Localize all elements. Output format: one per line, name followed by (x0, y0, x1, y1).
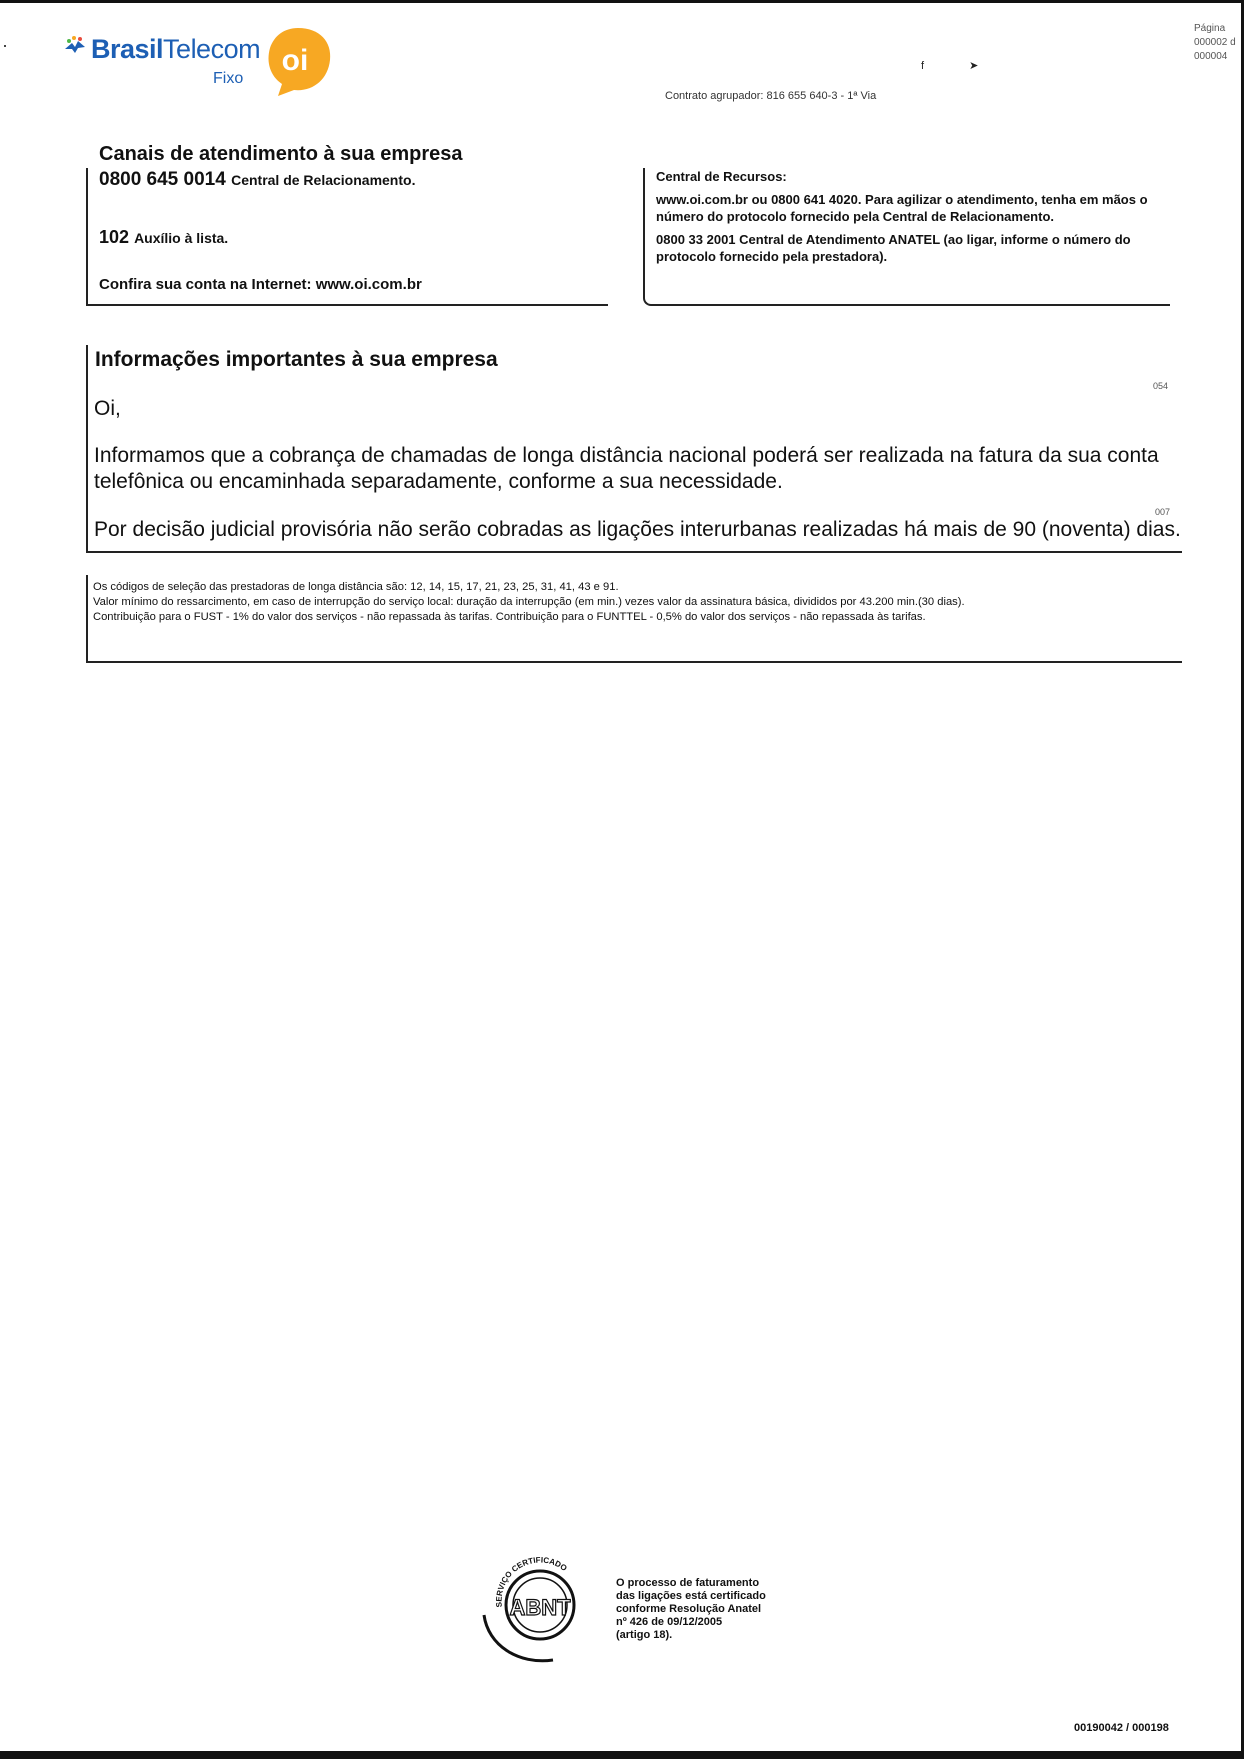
recursos-section (656, 168, 1166, 271)
abnt-seal-icon (478, 1545, 598, 1670)
main-phone-number: 0800 645 0014 (99, 169, 226, 190)
seal-caption (616, 1577, 766, 1642)
main-phone-label: Central de Relacionamento. (231, 172, 416, 188)
info-greeting: Oi, (94, 397, 121, 420)
info-paragraph-1: Informamos que a cobrança de chamadas de longa distância nacional poderá ser realizada na fatura da sua conta telefônica ou encaminhada separadamente, conforme a sua necessidade. (94, 444, 1159, 493)
seal-line-5: (artigo 18). (616, 1629, 673, 1641)
info-title: Informações importantes à sua empresa (95, 348, 498, 371)
brasil-telecom-bird-icon (62, 35, 88, 61)
recursos-line-1: www.oi.com.br ou 0800 641 4020. Para agilizar o atendimento, tenha em mãos o número do protocolo fornecido pela Central de Relacionamento. (656, 192, 1148, 224)
recursos-title: Central de Recursos: (656, 169, 787, 184)
internet-link: Confira sua conta na Internet: www.oi.com.br (99, 276, 422, 293)
recursos-line-2: 0800 33 2001 Central de Atendimento ANATEL (ao ligar, informe o número do protocolo fornecido pela prestadora). (656, 232, 1131, 264)
brand-name (62, 34, 260, 65)
arrow-mark-icon: ➤ (969, 60, 979, 72)
info-code-a: 054 (1153, 381, 1169, 391)
page-bottom-border (0, 1751, 1244, 1759)
brasil-telecom-logo (62, 26, 342, 98)
note-line-3: Contribuição para o FUST - 1% do valor dos serviços - não repassada às tarifas. Contribuição para o FUNTTEL - 0,5% do valor dos serviços - não repassada às tarifas. (93, 611, 926, 623)
seal-line-3: conforme Resolução Anatel (616, 1603, 762, 1615)
seal-line-4: nº 426 de 09/12/2005 (616, 1616, 723, 1628)
oi-logo-text: oi (281, 44, 309, 77)
note-line-1: Os códigos de seleção das prestadoras de longa distância são: 12, 14, 15, 17, 21, 23, 25, 31, 41, 43 e 91. (93, 581, 619, 593)
page-line-3: 000004 (1194, 51, 1228, 62)
contract-number: Contrato agrupador: 816 655 640-3 - 1ª Via (665, 90, 877, 102)
seal-mark: ABNT (509, 1595, 571, 1620)
scan-dot (4, 45, 6, 47)
scan-marks (921, 59, 978, 72)
footer-code: 00190042 / 000198 (1074, 1722, 1169, 1734)
brand-bold: Brasil (91, 34, 164, 64)
seal-ring-text: SERVIÇO CERTIFICADO (494, 1555, 569, 1608)
page-top-border (0, 0, 1244, 3)
page-label: Página (1194, 23, 1226, 34)
main-phone (99, 169, 415, 191)
info-code-b: 007 (1155, 507, 1171, 517)
aux-phone (99, 227, 228, 248)
oi-logo (264, 26, 334, 98)
page-number-info (1194, 22, 1236, 64)
seal-line-2: das ligações está certificado (616, 1590, 766, 1602)
notes-section (93, 580, 1175, 625)
brand-subtitle: Fixo (213, 70, 244, 87)
aux-phone-label: Auxílio à lista. (134, 230, 229, 246)
note-line-2: Valor mínimo do ressarcimento, em caso de interrupção do serviço local: duração da interrupção (em min.) vezes valor da assinatura básica, divididos por 43.200 min.(30 dias). (93, 596, 965, 608)
channels-title: Canais de atendimento à sua empresa (99, 143, 463, 165)
page-line-2: 000002 d (1194, 37, 1236, 48)
info-paragraph-2: Por decisão judicial provisória não serão cobradas as ligações interurbanas realizadas há mais de 90 (noventa) dias. (94, 518, 1181, 541)
seal-line-1: O processo de faturamento (616, 1577, 760, 1589)
brand-light: Telecom (163, 34, 261, 64)
mark-left: f (921, 60, 925, 72)
aux-phone-number: 102 (99, 227, 130, 247)
